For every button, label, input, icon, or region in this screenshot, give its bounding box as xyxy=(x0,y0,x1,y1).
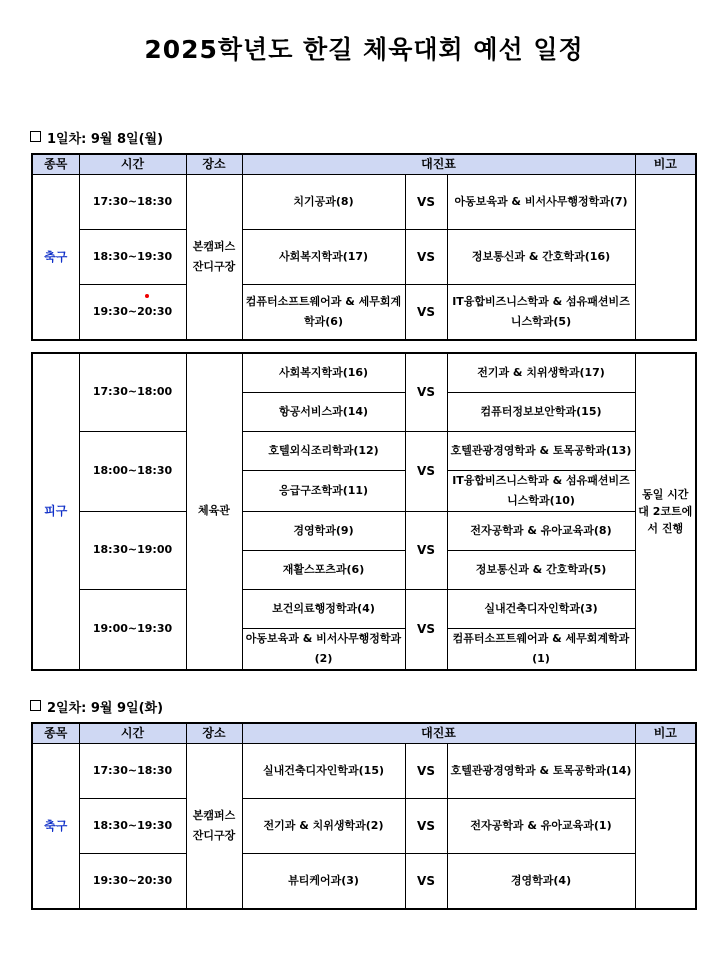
header-matchup: 대진표 xyxy=(242,154,635,175)
team-a-cell: 뷰티케어과(3) xyxy=(242,854,405,909)
team-b-cell: 컴퓨터정보보안학과(15) xyxy=(447,392,635,431)
table-header-row xyxy=(32,154,696,175)
team-a-cell: 경영학과(9) xyxy=(242,511,405,550)
sport-cell: 피구 xyxy=(32,353,79,670)
team-a-cell: 호텔외식조리학과(12) xyxy=(242,431,405,470)
place-cell: 본캠퍼스 잔디구장 xyxy=(186,175,242,340)
table-row xyxy=(32,353,696,392)
header-note: 비고 xyxy=(635,723,696,744)
team-b-cell: 전자공학과 & 유아교육과(1) xyxy=(447,799,635,854)
note-cell xyxy=(635,175,696,340)
team-b-cell: 컴퓨터소프트웨어과 & 세무회계학과(1) xyxy=(447,628,635,670)
time-cell: 17:30~18:30 xyxy=(79,744,186,799)
day1-heading xyxy=(30,128,163,147)
header-place: 장소 xyxy=(186,154,242,175)
table-header-row xyxy=(32,723,696,744)
vs-cell: VS xyxy=(405,175,447,230)
vs-cell: VS xyxy=(405,285,447,340)
time-cell: 18:30~19:30 xyxy=(79,230,186,285)
team-b-cell: 전기과 & 치위생학과(17) xyxy=(447,353,635,392)
table-row xyxy=(32,589,696,628)
team-a-cell: 항공서비스과(14) xyxy=(242,392,405,431)
day1-soccer-table xyxy=(31,153,697,341)
header-place: 장소 xyxy=(186,723,242,744)
header-time: 시간 xyxy=(79,154,186,175)
header-time: 시간 xyxy=(79,723,186,744)
vs-cell: VS xyxy=(405,799,447,854)
header-sport: 종목 xyxy=(32,154,79,175)
team-b-cell: 정보통신과 & 간호학과(5) xyxy=(447,550,635,589)
vs-cell: VS xyxy=(405,431,447,511)
team-b-cell: 호텔관광경영학과 & 토목공학과(13) xyxy=(447,431,635,470)
table-row xyxy=(32,799,696,854)
time-cell: 18:30~19:30 xyxy=(79,799,186,854)
team-a-cell: 응급구조학과(11) xyxy=(242,470,405,511)
table-row xyxy=(32,285,696,340)
team-b-cell: IT융합비즈니스학과 & 섬유패션비즈니스학과(5) xyxy=(447,285,635,340)
page-title: 2025학년도 한길 체육대회 예선 일정 xyxy=(144,35,584,64)
place-cell: 본캠퍼스 잔디구장 xyxy=(186,744,242,909)
header-sport: 종목 xyxy=(32,723,79,744)
team-a-cell: 아동보육과 & 비서사무행정학과(2) xyxy=(242,628,405,670)
table-row xyxy=(32,744,696,799)
time-cell: 18:30~19:00 xyxy=(79,511,186,589)
time-cell: 17:30~18:00 xyxy=(79,353,186,431)
table-row xyxy=(32,431,696,470)
day2-soccer-table xyxy=(31,722,697,910)
time-cell: 19:30~20:30 xyxy=(79,854,186,909)
vs-cell: VS xyxy=(405,744,447,799)
day1-heading-text: 1일차: 9월 8일(월) xyxy=(47,132,164,147)
team-a-cell: 컴퓨터소프트웨어과 & 세무회계학과(6) xyxy=(242,285,405,340)
time-cell: 18:00~18:30 xyxy=(79,431,186,511)
vs-cell: VS xyxy=(405,854,447,909)
red-dot-mark xyxy=(145,294,149,298)
table-row xyxy=(32,854,696,909)
vs-cell: VS xyxy=(405,353,447,431)
team-a-cell: 치기공과(8) xyxy=(242,175,405,230)
team-b-cell: 아동보육과 & 비서사무행정학과(7) xyxy=(447,175,635,230)
time-cell: 19:30~20:30 xyxy=(79,285,186,340)
header-note: 비고 xyxy=(635,154,696,175)
team-b-cell: 실내건축디자인학과(3) xyxy=(447,589,635,628)
team-a-cell: 보건의료행정학과(4) xyxy=(242,589,405,628)
vs-cell: VS xyxy=(405,511,447,589)
day2-heading xyxy=(30,697,163,716)
team-b-cell: IT융합비즈니스학과 & 섬유패션비즈니스학과(10) xyxy=(447,470,635,511)
team-a-cell: 실내건축디자인학과(15) xyxy=(242,744,405,799)
checkbox-square-icon xyxy=(30,700,41,711)
team-b-cell: 정보통신과 & 간호학과(16) xyxy=(447,230,635,285)
team-b-cell: 호텔관광경영학과 & 토목공학과(14) xyxy=(447,744,635,799)
day1-dodgeball-table xyxy=(31,352,697,671)
vs-cell: VS xyxy=(405,230,447,285)
team-a-cell: 전기과 & 치위생학과(2) xyxy=(242,799,405,854)
day2-heading-text: 2일차: 9월 9일(화) xyxy=(47,701,164,716)
sport-cell: 축구 xyxy=(32,744,79,909)
table-row xyxy=(32,175,696,230)
team-a-cell: 사회복지학과(17) xyxy=(242,230,405,285)
place-cell: 체육관 xyxy=(186,353,242,670)
team-a-cell: 재활스포츠과(6) xyxy=(242,550,405,589)
note-cell: 동일 시간대 2코트에서 진행 xyxy=(635,353,696,670)
table-row xyxy=(32,511,696,550)
header-matchup: 대진표 xyxy=(242,723,635,744)
note-cell xyxy=(635,744,696,909)
vs-cell: VS xyxy=(405,589,447,670)
table-row xyxy=(32,230,696,285)
team-b-cell: 경영학과(4) xyxy=(447,854,635,909)
time-cell: 19:00~19:30 xyxy=(79,589,186,670)
team-b-cell: 전자공학과 & 유아교육과(8) xyxy=(447,511,635,550)
sport-cell: 축구 xyxy=(32,175,79,340)
checkbox-square-icon xyxy=(30,131,41,142)
time-cell: 17:30~18:30 xyxy=(79,175,186,230)
team-a-cell: 사회복지학과(16) xyxy=(242,353,405,392)
